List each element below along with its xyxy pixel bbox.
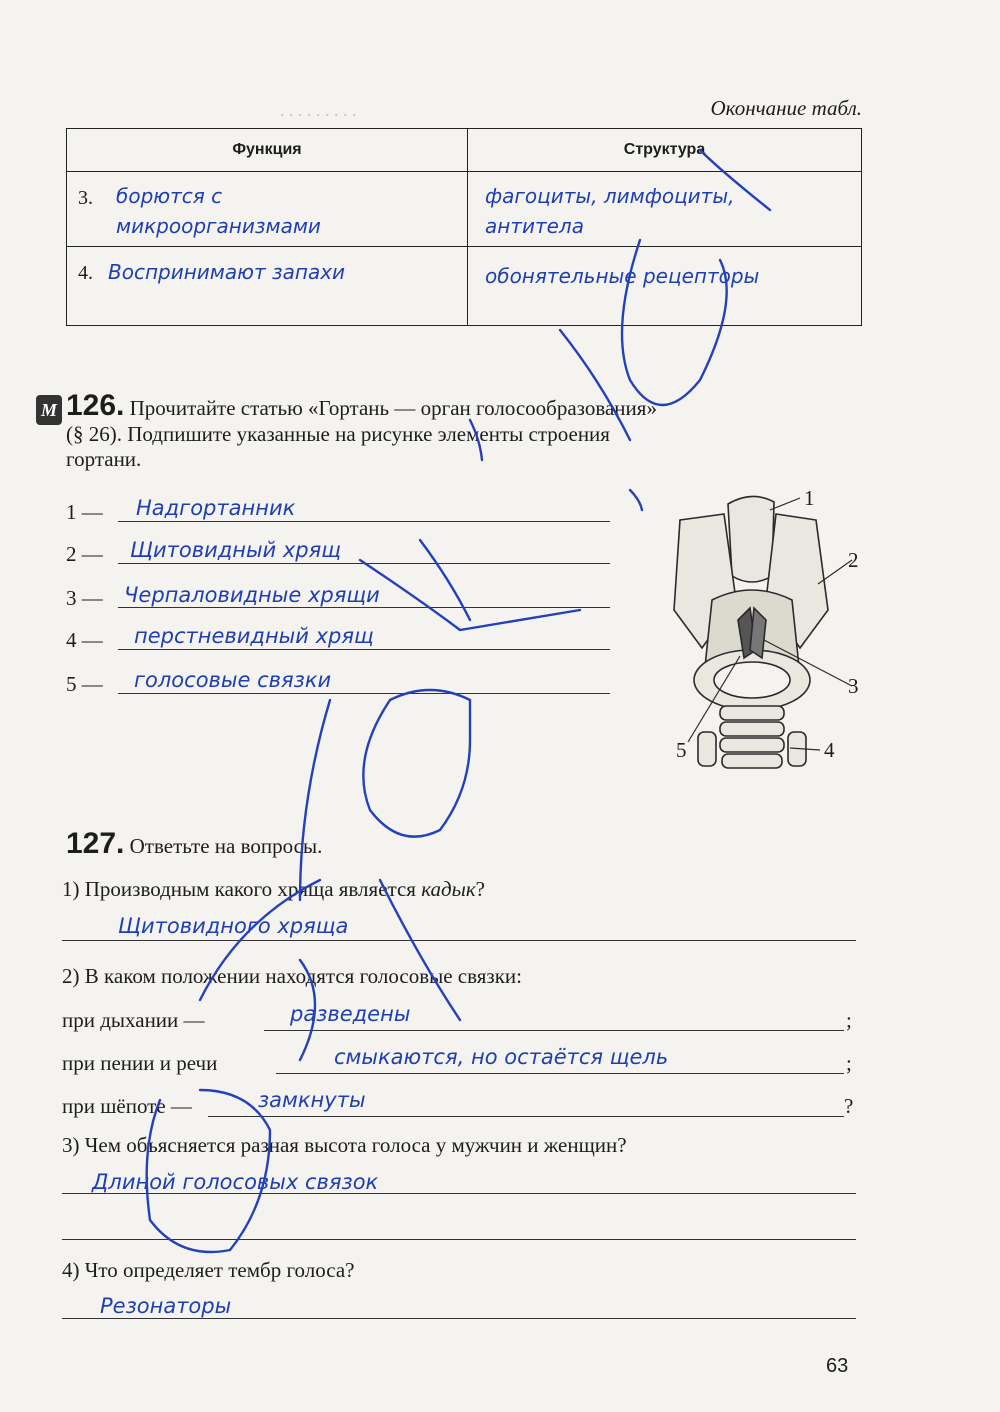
table-header-function: Функция [67,129,468,172]
handwritten-answer: фагоциты, лимфоциты, антитела [485,184,735,238]
table-cell-function [67,172,468,247]
table-cell-structure [468,172,862,247]
handwritten-answer: борются с микроорганизмами [116,184,321,238]
method-badge: М [36,395,62,425]
handwritten-answer: Воспринимают запахи [108,260,346,284]
function-structure-table [66,128,862,326]
figure-label: 4 [824,738,835,762]
handwritten-answer: перстневидный хрящ [134,624,374,648]
handwritten-answer: Длиной голосовых связок [92,1170,379,1194]
task-number: 126. [66,389,125,422]
answer-line [118,521,610,522]
answer-line [62,940,856,941]
item-label: 5 — [66,672,103,696]
question-2-sing: при пении и речи [62,1051,218,1075]
answer-line [276,1073,844,1074]
handwritten-answer: Щитовидный хрящ [130,538,342,562]
answer-line [118,693,610,694]
question-4: 4) Что определяет тембр голоса? [62,1258,355,1282]
handwritten-answer: Надгортанник [136,496,296,520]
figure-label: 2 [848,548,859,572]
answer-line [118,563,610,564]
handwritten-answer: Резонаторы [100,1294,232,1318]
show-through-text: . . . . . . . . . [280,100,357,120]
task-text-line1: Прочитайте статью «Гортань — орган голосообразования» [129,396,657,420]
question-emphasis: кадык [421,877,476,901]
page-number: 63 [826,1355,849,1377]
table-header-structure: Структура [468,129,862,172]
item-label: 2 — [66,542,103,566]
handwritten-answer: голосовые связки [134,668,332,692]
answer-line [118,607,610,608]
row-number: 4. [78,262,93,284]
task-126-text [66,389,862,422]
handwritten-answer: Черпаловидные хрящи [124,583,380,607]
question-text: 1) Производным какого хряща является [62,877,422,901]
task-number: 127. [66,827,125,860]
punctuation: ; [846,1008,852,1032]
punctuation: ? [844,1094,854,1118]
figure-label: 3 [848,674,859,698]
question-2: 2) В каком положении находятся голосовые связки: [62,964,523,988]
task-127-heading [66,827,323,860]
task-text-line3: гортани. [66,447,142,471]
item-label: 3 — [66,586,103,610]
punctuation: ; [846,1051,852,1075]
answer-line [62,1239,856,1240]
task-text-line2: (§ 26). Подпишите указанные на рисунке элементы строения [66,422,610,446]
question-2-breath: при дыхании — [62,1008,205,1032]
larynx-illustration [640,480,870,790]
table-cell-function [67,247,468,326]
answer-line [208,1116,844,1117]
handwritten-answer: обонятельные рецепторы [485,264,760,288]
row-number: 3. [78,187,93,209]
handwritten-answer: смыкаются, но остаётся щель [334,1045,669,1069]
task-title: Ответьте на вопросы. [129,834,323,858]
handwritten-answer: замкнуты [258,1088,366,1112]
question-1 [62,877,485,902]
question-3: 3) Чем объясняется разная высота голоса у мужчин и женщин? [62,1133,627,1157]
table-cell-structure [468,247,862,326]
handwritten-answer: Щитовидного хряща [118,914,349,938]
question-2-whisper: при шёпоте — [62,1094,192,1118]
figure-label: 5 [676,738,687,762]
answer-line [118,649,610,650]
answer-line [264,1030,844,1031]
table-caption: Окончание табл. [710,96,862,120]
question-mark: ? [475,877,485,901]
figure-label: 1 [804,486,815,510]
item-label: 1 — [66,500,103,524]
item-label: 4 — [66,628,103,652]
handwritten-answer: разведены [290,1002,411,1026]
answer-line [62,1318,856,1319]
